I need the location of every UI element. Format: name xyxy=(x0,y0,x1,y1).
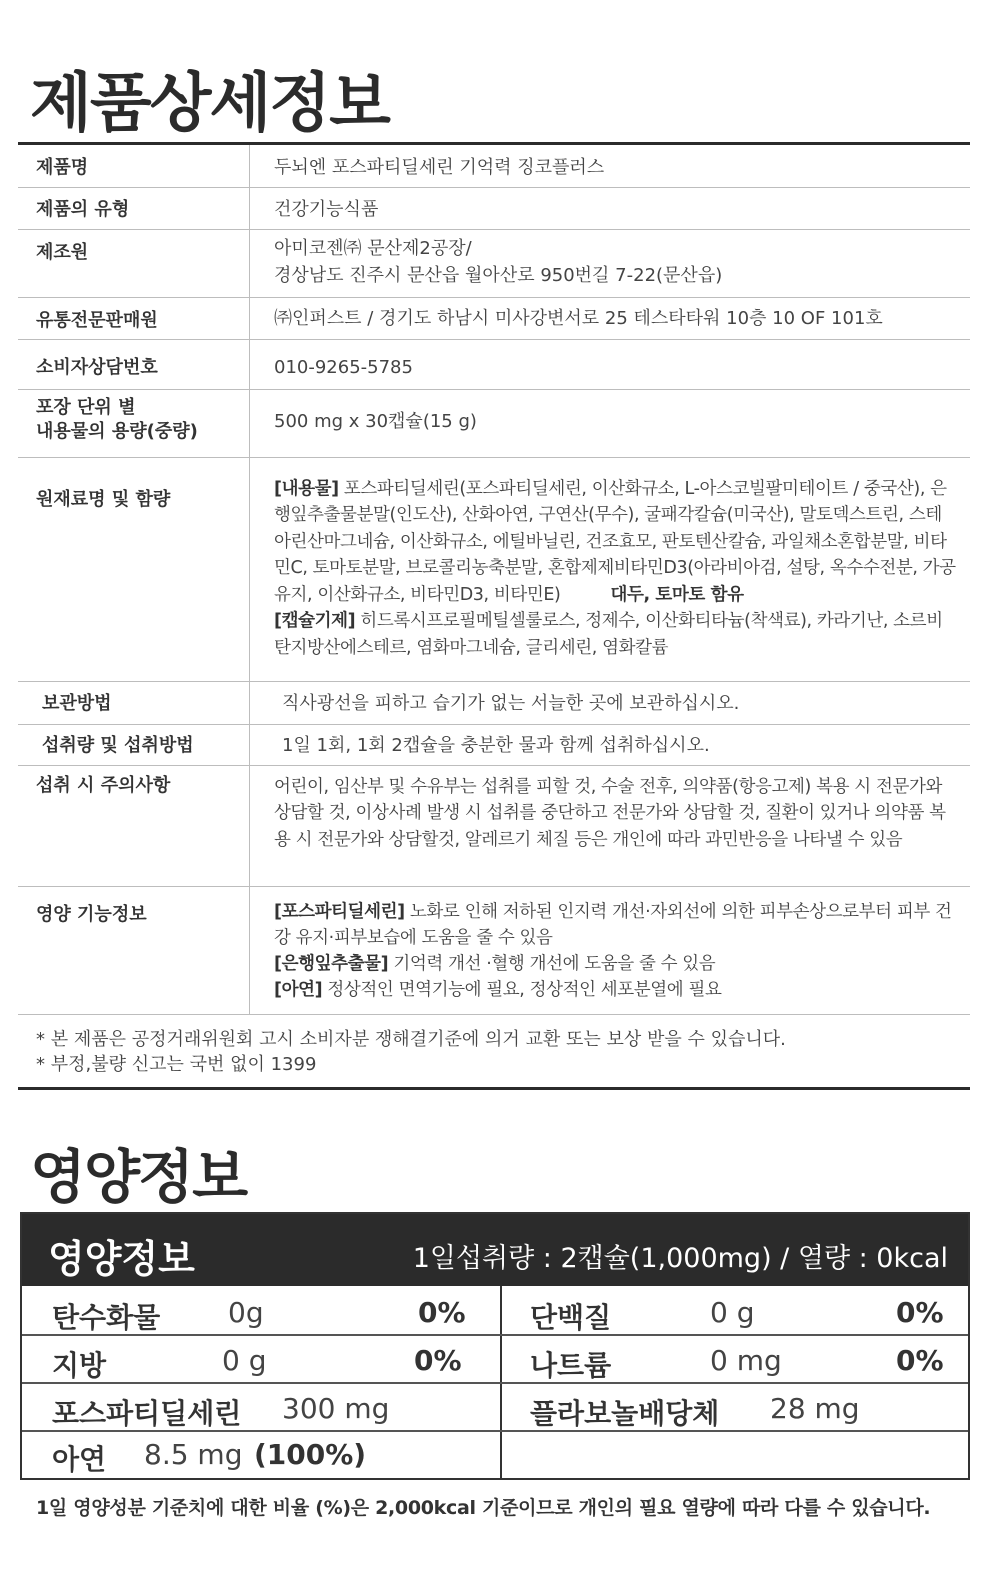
row-key: 영양 기능정보 xyxy=(18,886,250,1014)
table-row xyxy=(18,389,970,457)
key-line: 내용물의 용량(중량) xyxy=(36,420,198,442)
value-line: 경상남도 진주시 문산읍 월아산로 950번길 7-22(문산읍) xyxy=(274,264,723,286)
serving-info: 1일섭취량 : 2캡슐(1,000mg) / 열량 : 0kcal xyxy=(412,1243,948,1274)
allergen-text: 대두, 토마토 함유 xyxy=(610,584,744,605)
row-divider xyxy=(22,1382,968,1384)
row-key: 유통전문판매원 xyxy=(18,297,250,339)
nutrient-amount: 0 mg xyxy=(710,1344,782,1377)
nutrient-name: 나트륨 xyxy=(530,1349,612,1382)
row-value: 두뇌엔 포스파티딜세린 기억력 징코플러스 xyxy=(250,145,971,187)
table-row xyxy=(18,145,970,187)
row-key: 보관방법 xyxy=(18,681,250,724)
table-row xyxy=(18,187,970,229)
ingredients-value xyxy=(250,457,971,681)
function-text: 기억력 개선 ·혈행 개선에 도움을 줄 수 있음 xyxy=(388,953,716,974)
nutrition-box-title: 영양정보 xyxy=(48,1237,195,1281)
nutrient-name: 지방 xyxy=(52,1349,107,1382)
nutrition-footnote: 1일 영양성분 기준치에 대한 비율 (%)은 2,000kcal 기준이므로 개인의 필요 열량에 따라 다를 수 있습니다. xyxy=(36,1497,931,1519)
notes xyxy=(36,1027,786,1077)
nutrient-name: 포스파티딜세린 xyxy=(52,1397,242,1430)
nutrient-percent: 0% xyxy=(896,1296,944,1329)
row-key: 섭취 시 주의사항 xyxy=(18,765,250,886)
row-key: 제조원 xyxy=(18,229,250,297)
row-divider xyxy=(22,1334,968,1336)
row-value: 010-9265-5785 xyxy=(250,339,971,389)
table-row xyxy=(18,681,970,724)
function-value xyxy=(250,886,971,1014)
table-row xyxy=(18,457,970,681)
row-key: 제품의 유형 xyxy=(18,187,250,229)
nutrition-section-title: 영양정보 xyxy=(30,1143,247,1211)
nutrition-box xyxy=(20,1212,970,1480)
row-value: 500 mg x 30캡슐(15 g) xyxy=(250,389,971,457)
row-key xyxy=(18,389,250,457)
nutrient-name: 아연 xyxy=(52,1443,107,1476)
function-text: 정상적인 면역기능에 필요, 정상적인 세포분열에 필요 xyxy=(322,979,722,1000)
nutrition-header xyxy=(22,1214,968,1286)
row-key: 제품명 xyxy=(18,145,250,187)
row-value: 어린이, 임산부 및 수유부는 섭취를 피할 것, 수술 전후, 의약품(항응고제) 복용 시 전문가와 상담할 것, 이상사례 발생 시 섭취를 중단하고 전문가와 상담할 것, 질환이 있거나 의약품 복용 시 전문가와 상담할것, 알레르기 체질 등은 개인에 따라 과민반응을 나타낼 수 있음 xyxy=(250,765,971,886)
capsule-label: [캡슐기제] xyxy=(274,611,356,631)
nutrient-amount: 8.5 mg xyxy=(144,1438,243,1471)
row-value xyxy=(250,229,971,297)
row-value: 직사광선을 피하고 습기가 없는 서늘한 곳에 보관하십시오. xyxy=(250,681,971,724)
content-text: 포스파티딜세린(포스파티딜세린, 이산화규소, L-아스코빌팔미테이트 / 중국산), 은행잎추출물분말(인도산), 산화아연, 구연산(무수), 굴패각칼슘(미국산), 말토덱스트린, 스테아린산마그네슘, 이산화규소, 에틸바닐린, 건조효모, 판토텐산칼슘, 과일채소혼합분말, 비타민C, 토마토분말, 브로콜리농축분말, 혼합제제비타민D3(아라비아검, 설탕, 옥수수전분, 가공유지, 이산화규소, 비타민D3, 비타민E) xyxy=(274,478,956,605)
table-row xyxy=(18,724,970,765)
nutrient-amount: 28 mg xyxy=(770,1392,860,1425)
table-row xyxy=(18,229,970,297)
table-row xyxy=(18,886,970,1014)
nutrient-name: 단백질 xyxy=(530,1301,612,1334)
nutrient-name: 플라보놀배당체 xyxy=(530,1397,720,1430)
row-value: ㈜인퍼스트 / 경기도 하남시 미사강변서로 25 테스타타워 10층 10 OF 101호 xyxy=(250,297,971,339)
nutrient-amount: 0g xyxy=(228,1296,264,1329)
function-text: 노화로 인해 저하된 인지력 개선·자외선에 의한 피부손상으로부터 피부 건강 유지·피부보습에 도움을 줄 수 있음 xyxy=(274,901,952,948)
row-key: 원재료명 및 함량 xyxy=(18,457,250,681)
row-value: 1일 1회, 1회 2캡슐을 충분한 물과 함께 섭취하십시오. xyxy=(250,724,971,765)
nutrient-amount: 0 g xyxy=(710,1296,755,1329)
row-key: 소비자상담번호 xyxy=(18,339,250,389)
table-row xyxy=(18,297,970,339)
nutrient-percent: 0% xyxy=(418,1296,466,1329)
note-line: * 부정,불량 신고는 국번 없이 1399 xyxy=(36,1054,317,1075)
function-label: [아연] xyxy=(274,979,323,1000)
section-divider xyxy=(18,1087,970,1090)
nutrient-percent: 0% xyxy=(414,1344,462,1377)
nutrient-percent: (100%) xyxy=(254,1438,367,1471)
row-value: 건강기능식품 xyxy=(250,187,971,229)
function-label: [은행잎추출물] xyxy=(274,953,389,974)
table-row xyxy=(18,339,970,389)
nutrient-amount: 300 mg xyxy=(282,1392,390,1425)
content-label: [내용물] xyxy=(274,478,339,499)
function-label: [포스파티딜세린] xyxy=(274,901,405,922)
capsule-text: 히드록시프로필메틸셀룰로스, 정제수, 이산화티타늄(착색료), 카라기난, 소르비탄지방산에스테르, 염화마그네슘, 글리세린, 염화칼륨 xyxy=(274,611,943,658)
value-line: 아미코젠㈜ 문산제2공장/ xyxy=(274,237,472,259)
row-key: 섭취량 및 섭취방법 xyxy=(18,724,250,765)
key-line: 포장 단위 별 xyxy=(36,396,136,418)
nutrient-name: 탄수화물 xyxy=(52,1301,161,1334)
note-line: * 본 제품은 공정거래위원회 고시 소비자분 쟁해결기준에 의거 교환 또는 보상 받을 수 있습니다. xyxy=(36,1029,786,1050)
nutrient-amount: 0 g xyxy=(222,1344,267,1377)
table-row xyxy=(18,765,970,886)
page-title: 제품상세정보 xyxy=(30,67,389,141)
nutrient-percent: 0% xyxy=(896,1344,944,1377)
product-info-table xyxy=(18,145,970,1015)
